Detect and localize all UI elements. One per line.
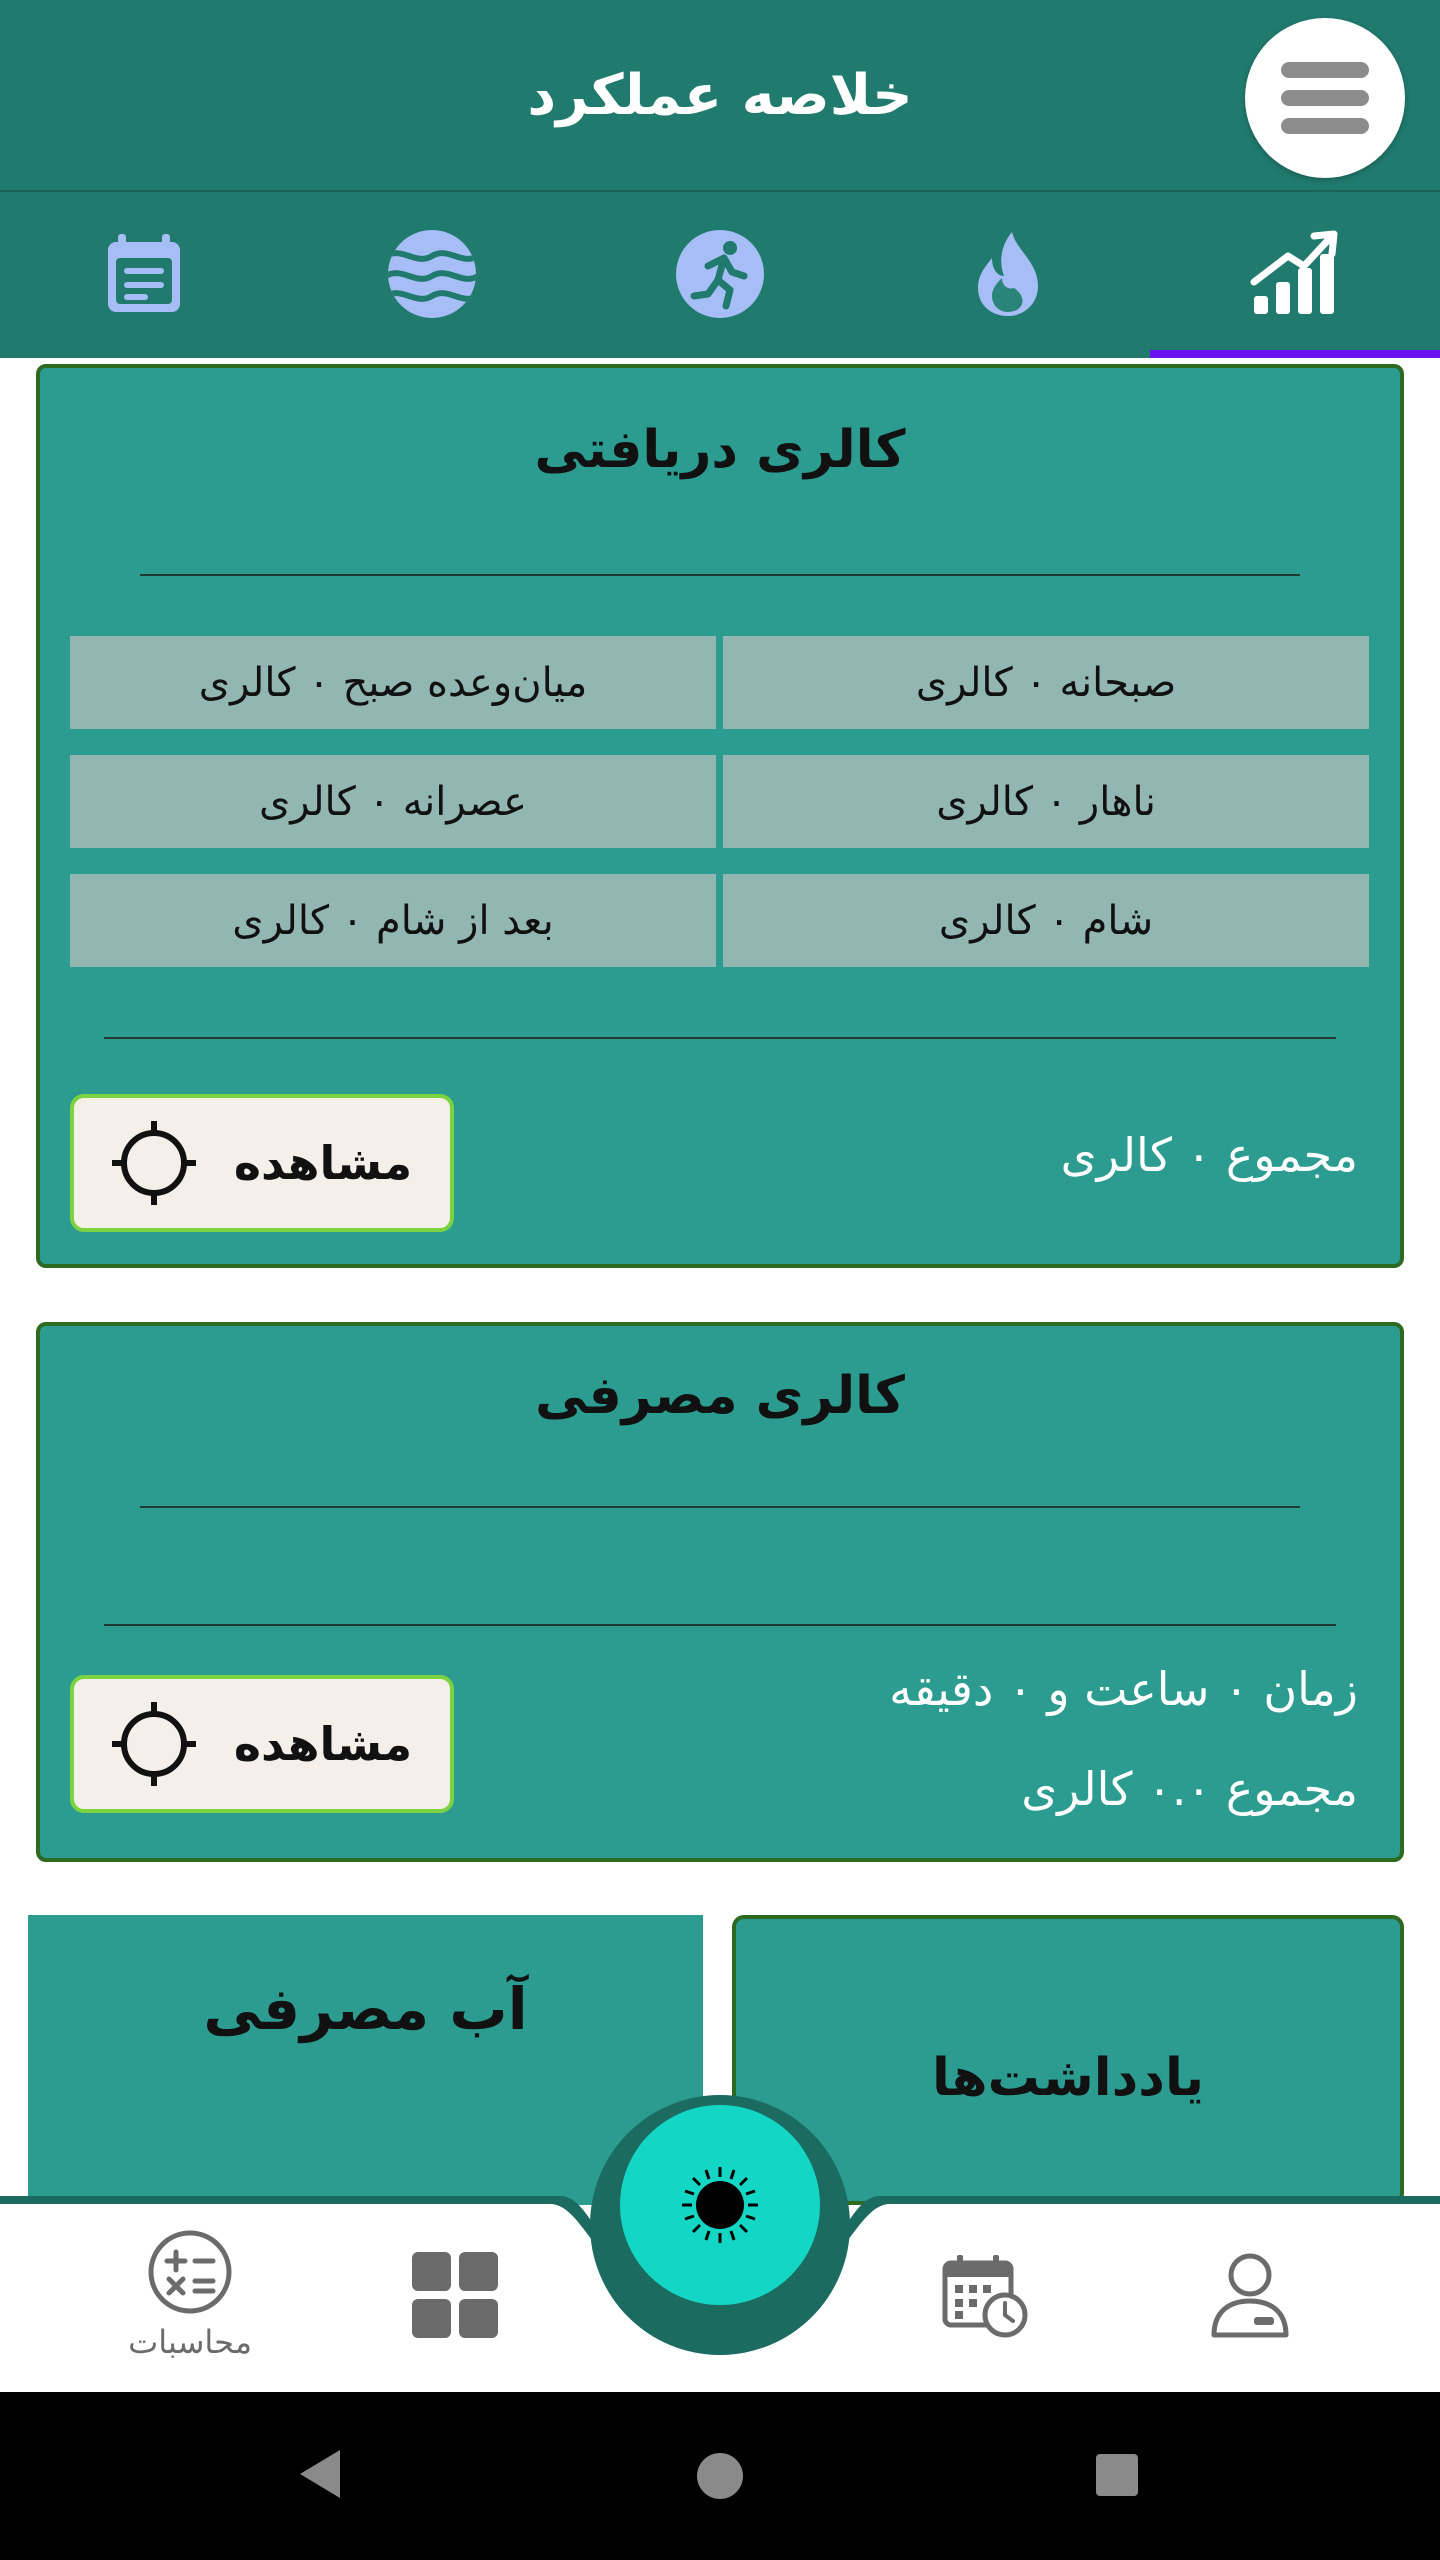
tab-water[interactable] bbox=[288, 190, 576, 358]
divider bbox=[140, 574, 1300, 576]
divider bbox=[104, 1624, 1336, 1626]
nav-profile[interactable] bbox=[1150, 2210, 1350, 2380]
stats-chart-icon bbox=[1248, 226, 1344, 322]
meal-breakfast: صبحانه ۰ کالری bbox=[723, 636, 1369, 729]
tab-exercise[interactable] bbox=[576, 190, 864, 358]
calorie-burn-title: کالری مصرفی bbox=[535, 1366, 905, 1426]
tab-stats[interactable] bbox=[1152, 190, 1440, 358]
burn-time: زمان ۰ ساعت و ۰ دقیقه bbox=[889, 1662, 1358, 1716]
meal-dinner: شام ۰ کالری bbox=[723, 874, 1369, 967]
nav-calculations[interactable] bbox=[90, 2210, 290, 2380]
water-card[interactable] bbox=[28, 1915, 703, 2205]
water-wave-icon bbox=[386, 228, 478, 320]
tab-burned-calories[interactable] bbox=[864, 190, 1152, 358]
flame-icon bbox=[968, 228, 1048, 320]
burn-view-button[interactable] bbox=[70, 1675, 454, 1813]
notes-card-title: یادداشت‌ها bbox=[931, 2048, 1204, 2108]
view-button-label: مشاهده bbox=[233, 1717, 413, 1771]
sun-icon bbox=[680, 2165, 760, 2245]
nav-calculations-label: محاسبات bbox=[128, 2323, 252, 2361]
sun-fab-button[interactable] bbox=[620, 2105, 820, 2305]
home-icon[interactable] bbox=[696, 2452, 744, 2500]
calendar-clock-icon bbox=[941, 2251, 1029, 2339]
page-title: خلاصه عملکرد bbox=[527, 62, 913, 128]
nav-dashboard[interactable] bbox=[355, 2210, 555, 2380]
tab-selected-indicator bbox=[1150, 350, 1440, 358]
divider bbox=[140, 1506, 1300, 1508]
meal-after-dinner: بعد از شام ۰ کالری bbox=[70, 874, 716, 967]
calculator-icon bbox=[147, 2229, 233, 2315]
intake-total: مجموع ۰ کالری bbox=[1060, 1128, 1358, 1182]
meal-lunch: ناهار ۰ کالری bbox=[723, 755, 1369, 848]
nav-calendar[interactable] bbox=[885, 2210, 1085, 2380]
crosshair-icon bbox=[112, 1702, 196, 1786]
intake-view-button[interactable] bbox=[70, 1094, 454, 1232]
hamburger-menu-icon bbox=[1281, 62, 1369, 78]
meal-morning-snack: میان‌وعده صبح ۰ کالری bbox=[70, 636, 716, 729]
dashboard-grid-icon bbox=[410, 2250, 500, 2340]
profile-icon bbox=[1210, 2251, 1290, 2339]
running-icon bbox=[674, 228, 766, 320]
view-button-label: مشاهده bbox=[233, 1136, 413, 1190]
meal-afternoon-snack: عصرانه ۰ کالری bbox=[70, 755, 716, 848]
burn-total: مجموع ۰.۰ کالری bbox=[1021, 1762, 1358, 1816]
divider bbox=[104, 1037, 1336, 1039]
recents-icon[interactable] bbox=[1096, 2454, 1138, 2496]
back-icon[interactable] bbox=[298, 2448, 342, 2500]
water-card-title: آب مصرفی bbox=[203, 1975, 528, 2043]
tab-notes[interactable] bbox=[0, 190, 288, 358]
calorie-intake-title: کالری دریافتی bbox=[534, 420, 906, 480]
menu-button[interactable] bbox=[1245, 18, 1405, 178]
notes-calendar-icon bbox=[104, 232, 184, 316]
crosshair-icon bbox=[112, 1121, 196, 1205]
